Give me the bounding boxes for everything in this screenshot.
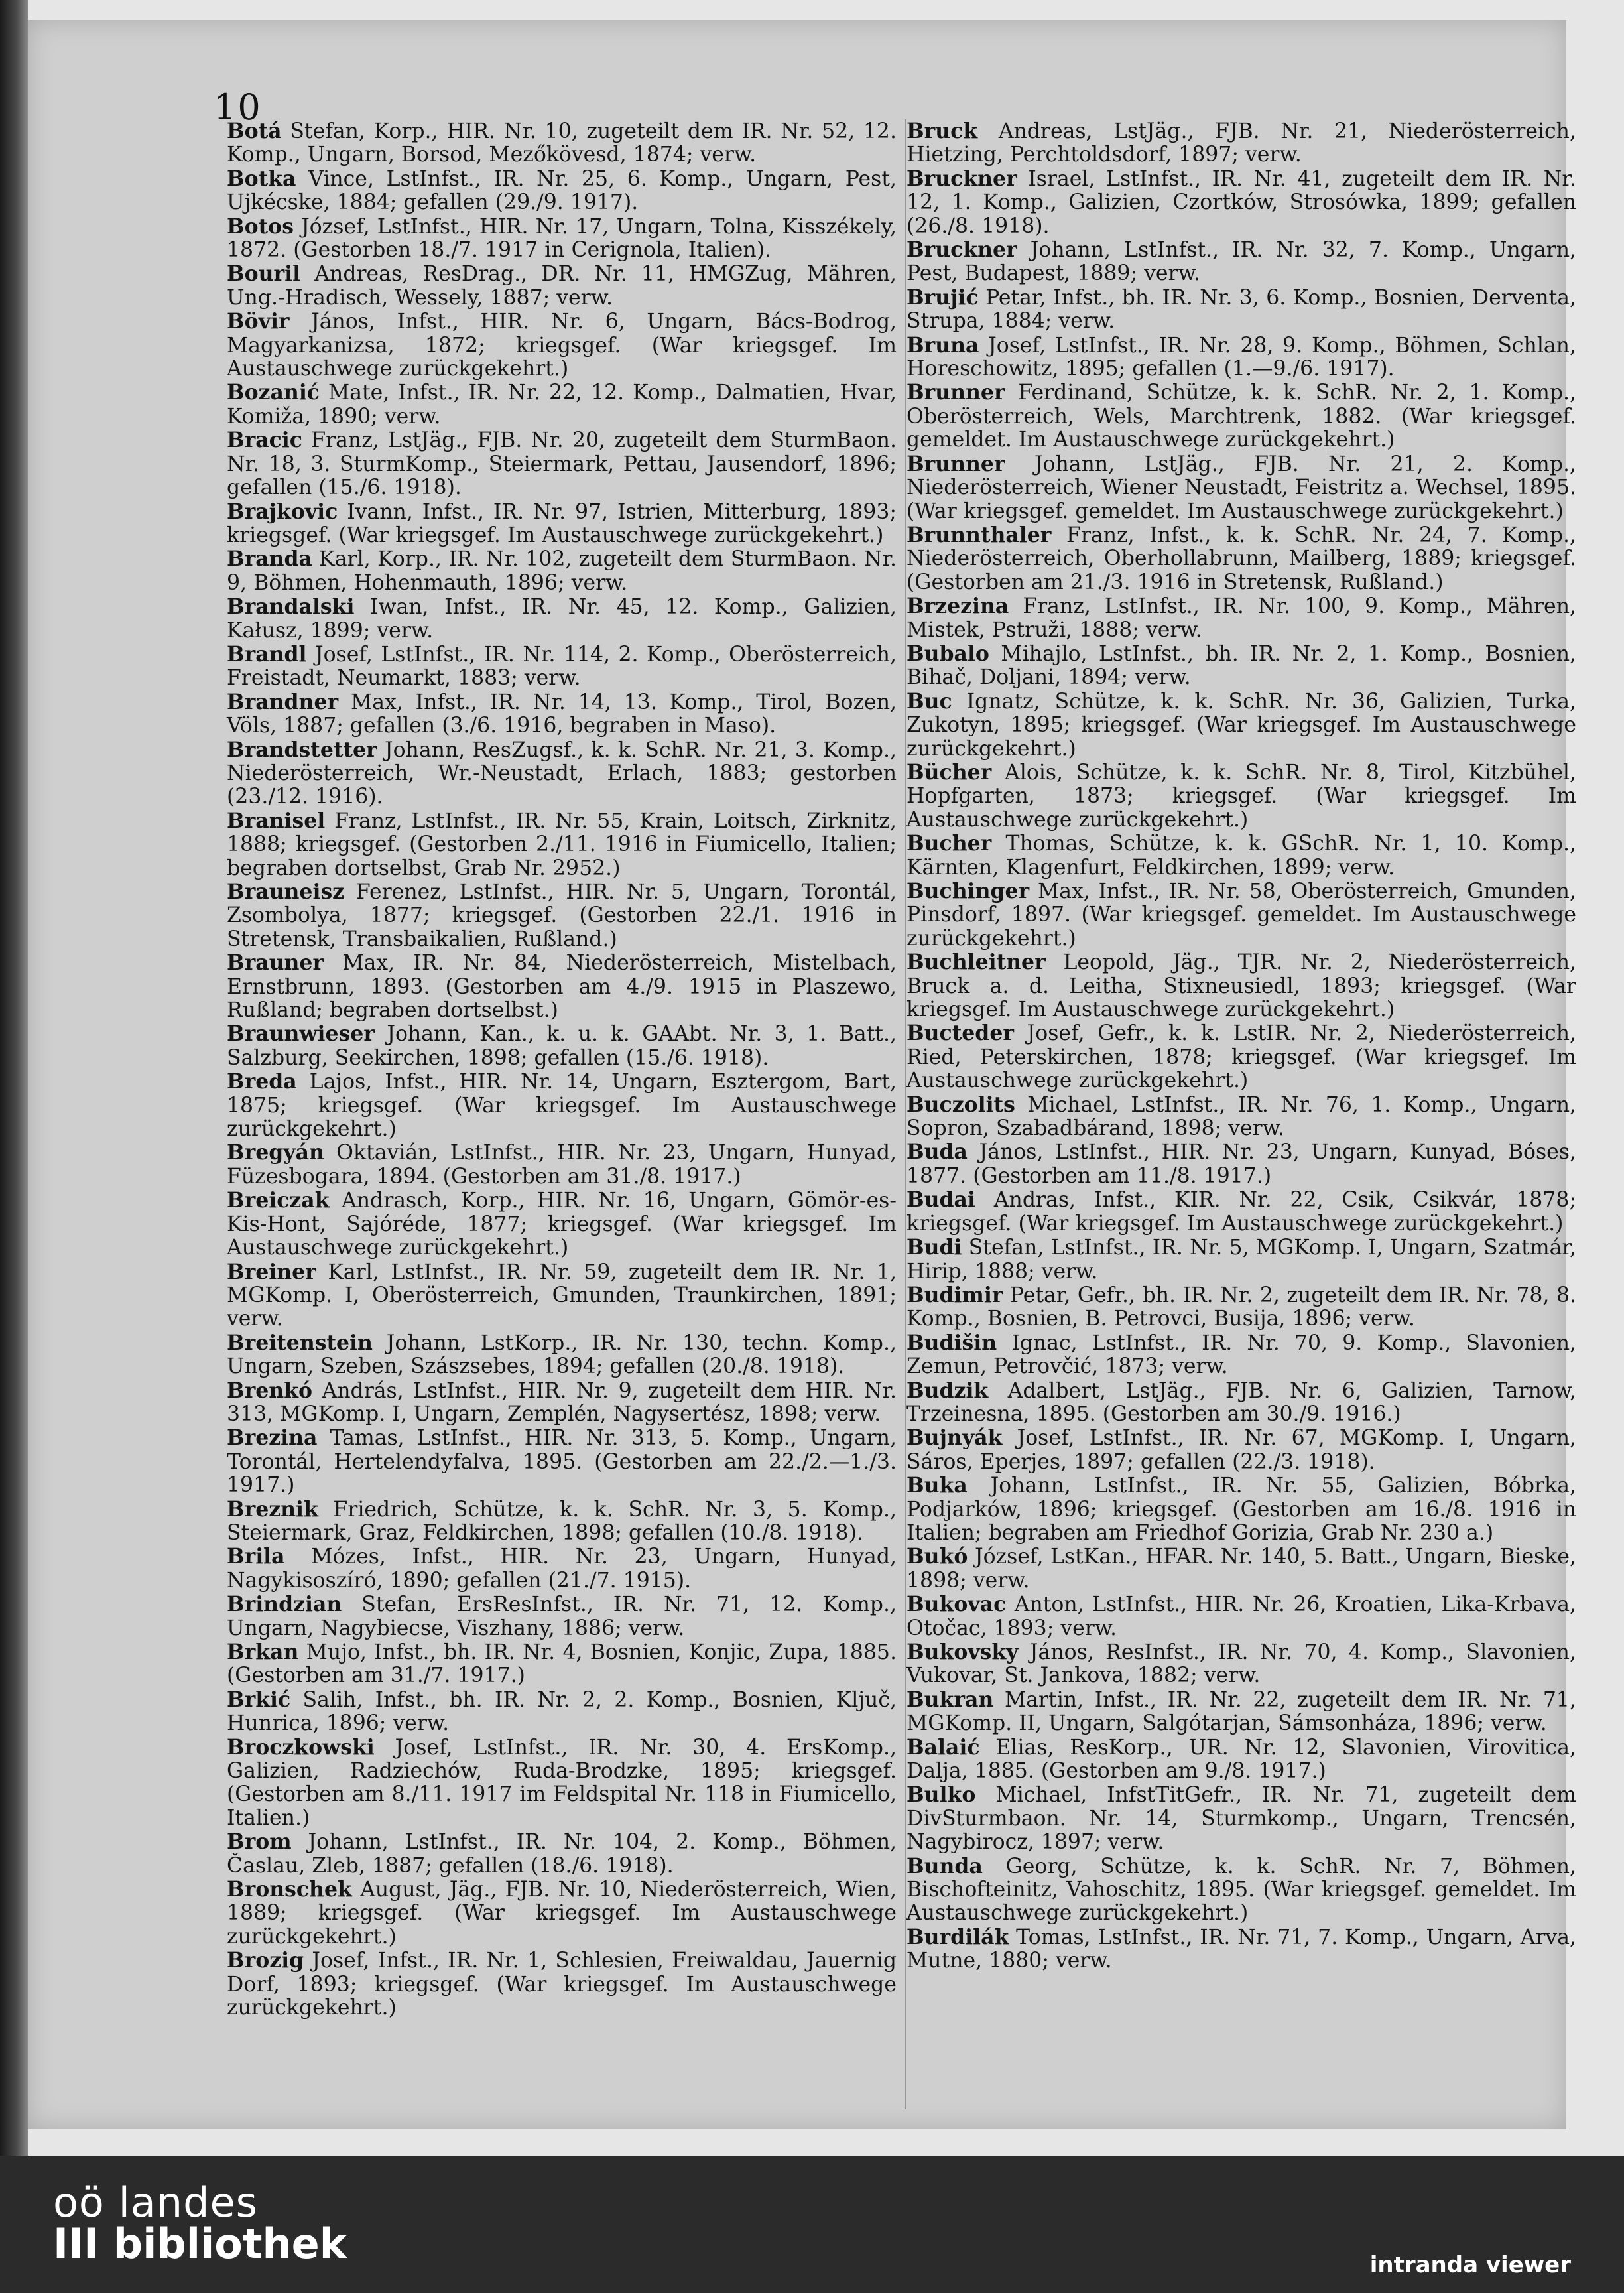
register-entry [906,594,1576,642]
entry-surname: Bronschek [227,1877,352,1902]
entry-surname: Bujnyák [906,1425,1003,1451]
register-entry [227,1022,897,1070]
register-entry [906,1140,1576,1188]
entry-details: Franz, LstInfst., IR. Nr. 55, Krain, Loitsch, Zirknitz, 1888; kriegsgef. (Gestorben 2./11. 1916 in Fiumicello, Italien; begraben dortselbst, Grab Nr. 2952.) [227,809,897,880]
register-entry [227,880,897,951]
register-entry [227,381,897,428]
register-entry [227,547,897,595]
register-entry [227,809,897,880]
entry-details: Ivann, Infst., IR. Nr. 97, Istrien, Mitterburg, 1893; kriegsgef. (War kriegsgef. Im Austauschwege zurückgekehrt.) [227,499,897,547]
entry-details: Georg, Schütze, k. k. SchR. Nr. 7, Böhmen, Bischofteinitz, Vahoschitz, 1895. (War kriegsgef. gemeldet. Im Austauschwege zurückgekehrt.) [906,1854,1576,1926]
entry-details: Mihajlo, LstInfst., bh. IR. Nr. 2, 1. Komp., Bosnien, Bihač, Doljani, 1894; verw. [906,641,1576,690]
entry-surname: Bucher [906,831,992,856]
entry-surname: Breitenstein [227,1330,373,1355]
entry-details: Anton, LstInfst., HIR. Nr. 26, Kroatien, Lika-Krbava, Otočac, 1893; verw. [906,1593,1576,1640]
register-entry [906,286,1576,334]
register-entry [906,950,1576,1021]
entry-surname: Bücher [906,759,992,785]
entry-surname: Brunner [906,380,1005,405]
register-entry [227,215,897,263]
register-entry [227,951,897,1022]
entry-details: Max, IR. Nr. 84, Niederösterreich, Mistelbach, Ernstbrunn, 1893. (Gestorben am 4./9. 1915 in Plaszewo, Rußland; begraben dortselbst.) [227,951,897,1023]
entry-details: Andrasch, Korp., HIR. Nr. 16, Ungarn, Gömör-es-Kis-Hont, Sajóréde, 1877; kriegsgef. (War kriegsgef. Im Austauschwege zurückgekehrt.) [227,1189,897,1260]
entry-details: Josef, LstInfst., IR. Nr. 28, 9. Komp., Böhmen, Schlan, Horeschowitz, 1895; gefallen (1.—9./6. 1917). [906,333,1576,381]
entry-surname: Bucteder [906,1021,1014,1046]
entry-surname: Brzezina [906,594,1009,619]
entry-details: Karl, LstInfst., IR. Nr. 59, zugeteilt dem IR. Nr. 1, MGKomp. I, Oberösterreich, Gmunden, Traunkirchen, 1891; verw. [227,1260,897,1331]
entry-details: Johann, LstInfst., IR. Nr. 55, Galizien, Bóbrka, Podjarków, 1896; kriegsgef. (Gestorben am 16./8. 1916 in Italien; begraben am Friedhof Gorizia, Grab Nr. 230 a.) [906,1474,1576,1545]
register-entry [906,167,1576,238]
viewer-label[interactable]: intranda viewer [1369,2252,1571,2278]
book-binding-edge [0,0,28,2156]
register-entry [906,1545,1576,1593]
register-entry [227,500,897,548]
entry-surname: Brozig [227,1948,304,1973]
entry-surname: Bruckner [906,166,1017,191]
entry-details: Leopold, Jäg., TJR. Nr. 2, Niederösterreich, Bruck a. d. Leitha, Stixneusiedl, 1893; kriegsgef. (War kriegsgef. Im Austauschwege zurückgekehrt.) [906,950,1576,1022]
register-entry [906,642,1576,690]
register-entry [906,1331,1576,1379]
left-column [227,119,897,2020]
entry-surname: Brkan [227,1640,299,1664]
register-entry [906,1783,1576,1854]
register-entry [227,690,897,738]
register-entry [227,1688,897,1736]
entry-surname: Brindzian [227,1592,342,1617]
entry-surname: Buka [906,1473,968,1498]
entry-surname: Brila [227,1544,285,1569]
entry-surname: Branda [227,547,312,572]
entry-details: János, ResInfst., IR. Nr. 70, 4. Komp., Slavonien, Vukovar, St. Jankova, 1882; verw. [906,1640,1576,1688]
entry-surname: Balaić [906,1735,980,1760]
entry-details: Josef, Gefr., k. k. LstIR. Nr. 2, Niederösterreich, Ried, Peterskirchen, 1878; kriegsgef. (War kriegsgef. Im Austauschwege zurückgekehrt.) [906,1021,1576,1093]
register-entry [227,1331,897,1379]
entry-details: Tamas, LstInfst., HIR. Nr. 313, 5. Komp., Ungarn, Torontál, Hertelendyfalva, 1895. (Gestorben am 22./2.—1./3. 1917.) [227,1426,897,1498]
entry-surname: Bukovac [906,1592,1007,1617]
entry-surname: Brauneisz [227,880,345,904]
register-entry [227,119,897,167]
entry-surname: Brom [227,1829,292,1855]
entry-details: Mujo, Infst., bh. IR. Nr. 4, Bosnien, Konjic, Zupa, 1885. (Gestorben am 31./7. 1917.) [227,1640,897,1688]
register-entry [906,690,1576,761]
entry-surname: Brandner [227,689,339,714]
entry-surname: Bunda [906,1853,983,1878]
register-entry [906,238,1576,286]
entry-surname: Bubalo [906,641,989,666]
entry-details: Andreas, ResDrag., DR. Nr. 11, HMGZug, Mähren, Ung.-Hradisch, Wessely, 1887; verw. [227,262,897,310]
register-entry [906,1855,1576,1926]
register-entry [906,1593,1576,1640]
entry-details: Josef, LstInfst., IR. Nr. 114, 2. Komp., Oberösterreich, Freistadt, Neumarkt, 1883; verw. [227,642,897,690]
entry-details: Vince, LstInfst., IR. Nr. 25, 6. Komp., Ungarn, Pest, Ujkécske, 1884; gefallen (29./9. 1917). [227,166,897,215]
entry-details: Martin, Infst., IR. Nr. 22, zugeteilt dem IR. Nr. 71, MGKomp. II, Ungarn, Salgótarjan, Sámsonháza, 1896; verw. [906,1687,1576,1736]
entry-details: Johann, LstInfst., IR. Nr. 32, 7. Komp., Ungarn, Pest, Budapest, 1889; verw. [906,238,1576,286]
entry-surname: Branisel [227,808,326,833]
entry-details: Alois, Schütze, k. k. SchR. Nr. 8, Tirol, Kitzbühel, Hopfgarten, 1873; kriegsgef. (War kriegsgef. Im Austauschwege zurückgekehrt.) [906,760,1576,832]
entry-details: Petar, Gefr., bh. IR. Nr. 2, zugeteilt dem IR. Nr. 78, 8. Komp., Bosnien, B. Petrovci, Busija, 1896; verw. [906,1283,1576,1331]
entry-details: Max, Infst., IR. Nr. 14, 13. Komp., Tirol, Bozen, Völs, 1887; gefallen (3./6. 1916, begraben in Maso). [227,690,897,738]
entry-surname: Brandstetter [227,737,377,762]
entry-surname: Breznik [227,1496,318,1522]
register-entry [227,262,897,310]
entry-surname: Bruckner [906,237,1017,263]
entry-surname: Bozanić [227,380,320,405]
entry-details: Lajos, Infst., HIR. Nr. 14, Ungarn, Esztergom, Bart, 1875; kriegsgef. (War kriegsgef. Im Austauschwege zurückgekehrt.) [227,1070,897,1142]
entry-details: Thomas, Schütze, k. k. GSchR. Nr. 1, 10. Komp., Kärnten, Klagenfurt, Feldkirchen, 1899; verw. [906,832,1576,880]
entry-details: August, Jäg., FJB. Nr. 10, Niederösterreich, Wien, 1889; kriegsgef. (War kriegsgef. Im Austauschwege zurückgekehrt.) [227,1878,897,1949]
register-entry [906,1188,1576,1236]
entry-details: Ferenez, LstInfst., HIR. Nr. 5, Ungarn, Torontál, Zsombolya, 1877; kriegsgef. (Gestorben 22./1. 1916 in Stretensk, Transbaikalien, Rußland.) [227,880,897,951]
entry-surname: Breiczak [227,1188,330,1213]
register-entry [227,1141,897,1189]
entry-surname: Brkić [227,1687,291,1712]
entry-surname: Brunner [906,451,1005,476]
register-entry [906,523,1576,594]
entry-surname: Bruna [906,332,979,358]
entry-details: Josef, LstInfst., IR. Nr. 67, MGKomp. I, Ungarn, Sáros, Eperjes, 1897; gefallen (22./3. 1918). [906,1426,1576,1474]
register-entry [227,167,897,215]
entry-details: Michael, InfstTitGefr., IR. Nr. 71, zugeteilt dem DivSturmbaon. Nr. 14, Sturmkomp., Ungarn, Trencsén, Nagybirocz, 1897; verw. [906,1783,1576,1855]
entry-surname: Brenkó [227,1378,312,1403]
entry-surname: Bracic [227,428,302,453]
entry-surname: Budišin [906,1330,997,1355]
entry-details: János, Infst., HIR. Nr. 6, Ungarn, Bács-Bodrog, Magyarkanizsa, 1872; kriegsgef. (War kriegsgef. Im Austauschwege zurückgekehrt.) [227,310,897,381]
entry-surname: Brandalski [227,594,355,620]
entry-details: Israel, LstInfst., IR. Nr. 41, zugeteilt dem IR. Nr. 12, 1. Komp., Galizien, Czortków, Strosówka, 1899; gefallen (26./8. 1918). [906,166,1576,238]
entry-details: Josef, Infst., IR. Nr. 1, Schlesien, Freiwaldau, Jauernig Dorf, 1893; kriegsgef. (War kriegsgef. Im Austauschwege zurückgekehrt.) [227,1949,897,2020]
register-entry [906,832,1576,880]
entry-details: Ignac, LstInfst., IR. Nr. 70, 9. Komp., Slavonien, Zemun, Petrovčić, 1873; verw. [906,1331,1576,1379]
entry-details: Andreas, LstJäg., FJB. Nr. 21, Niederösterreich, Hietzing, Perchtoldsdorf, 1897; verw. [906,119,1576,167]
register-entry [906,1236,1576,1283]
entry-details: András, LstInfst., HIR. Nr. 9, zugeteilt dem HIR. Nr. 313, MGKomp. I, Ungarn, Zemplén, Nagysertész, 1898; verw. [227,1378,897,1426]
entry-details: Michael, LstInfst., IR. Nr. 76, 1. Komp., Ungarn, Sopron, Szabadbárand, 1898; verw. [906,1092,1576,1141]
register-entry [906,1426,1576,1474]
register-entry [906,761,1576,832]
entry-details: Mózes, Infst., HIR. Nr. 23, Ungarn, Hunyad, Nagykisoszíró, 1890; gefallen (21./7. 1915). [227,1545,897,1593]
entry-details: Johann, LstInfst., IR. Nr. 104, 2. Komp., Böhmen, Časlau, Zleb, 1887; gefallen (18./6. 1918). [227,1830,897,1878]
entry-surname: Budai [906,1187,975,1212]
entry-details: Stefan, LstInfst., IR. Nr. 5, MGKomp. I, Ungarn, Szatmár, Hirip, 1888; verw. [906,1236,1576,1283]
entry-details: Johann, LstKorp., IR. Nr. 130, techn. Komp., Ungarn, Szeben, Szászsebes, 1894; gefallen (20./8. 1918). [227,1331,897,1379]
register-entry [227,1640,897,1688]
register-entry [906,1093,1576,1141]
entry-surname: Bukovsky [906,1640,1019,1664]
entry-surname: Budzik [906,1378,989,1403]
library-logo[interactable] [53,2178,347,2268]
entry-surname: Bukran [906,1687,994,1712]
right-column [906,119,1576,1973]
entry-surname: Brandl [227,641,307,667]
entry-surname: Bövir [227,309,290,334]
entry-details: Stefan, ErsResInfst., IR. Nr. 71, 12. Komp., Ungarn, Nagybiecse, Viszhany, 1886; verw. [227,1593,897,1640]
page-sheet [28,20,1576,2129]
entry-surname: Brezina [227,1425,318,1451]
entry-details: János, LstInfst., HIR. Nr. 23, Ungarn, Kunyad, Bóses, 1877. (Gestorben am 11./8. 1917.) [906,1140,1576,1188]
entry-details: Johann, ResZugsf., k. k. SchR. Nr. 21, 3. Komp., Niederösterreich, Wr.-Neustadt, Erlach, 1883; gestorben (23./12. 1916). [227,738,897,809]
entry-details: Ignatz, Schütze, k. k. SchR. Nr. 36, Galizien, Turka, Zukotyn, 1895; kriegsgef. (War kriegsgef. Im Austauschwege zurückgekehrt.) [906,689,1576,761]
entry-surname: Buda [906,1140,968,1165]
entry-surname: Budimir [906,1282,1003,1307]
entry-details: József, LstInfst., HIR. Nr. 17, Ungarn, Tolna, Kisszékely, 1872. (Gestorben 18./7. 1917 in Cerignola, Italien). [227,214,897,263]
logo-line-1: oö landes [53,2178,258,2227]
entry-surname: Buchleitner [906,950,1046,975]
register-entry [906,334,1576,381]
register-entry [906,1474,1576,1545]
entry-surname: Broczkowski [227,1735,375,1760]
register-entry [227,428,897,499]
register-entry [227,310,897,381]
entry-surname: Bulko [906,1782,976,1807]
page-number: 10 [214,86,262,128]
entry-surname: Breiner [227,1259,316,1284]
entry-surname: Bregyán [227,1140,324,1165]
register-entry [227,1736,897,1831]
entry-surname: Buc [906,688,952,714]
entry-surname: Braunwieser [227,1021,375,1047]
entry-details: Johann, Kan., k. u. k. GAAbt. Nr. 3, 1. Batt., Salzburg, Seekirchen, 1898; gefallen (15./6. 1918). [227,1022,897,1070]
register-entry [906,1021,1576,1092]
entry-surname: Burdilák [906,1924,1009,1949]
register-entry [227,1593,897,1640]
entry-details: Franz, Infst., k. k. SchR. Nr. 24, 7. Komp., Niederösterreich, Oberhollabrunn, Mailberg, 1889; kriegsgef. (Gestorben am 21./3. 1916 in Stretensk, Rußland.) [906,523,1576,594]
register-entry [906,381,1576,452]
register-entry [906,880,1576,950]
register-entry [227,1545,897,1593]
register-entry [227,1070,897,1141]
entry-surname: Bruck [906,119,978,143]
register-entry [906,1283,1576,1331]
register-entry [906,1640,1576,1688]
entry-surname: Buchinger [906,879,1030,903]
entry-details: József, LstKan., HFAR. Nr. 140, 5. Batt., Ungarn, Bieske, 1898; verw. [906,1545,1576,1593]
entry-details: Adalbert, LstJäg., FJB. Nr. 6, Galizien, Tarnow, Trzeinesna, 1895. (Gestorben am 30./9. 1916.) [906,1378,1576,1426]
register-entry [227,595,897,643]
register-entry [906,1926,1576,1973]
register-entry [227,1498,897,1545]
entry-details: Max, Infst., IR. Nr. 58, Oberösterreich, Gmunden, Pinsdorf, 1897. (War kriegsgef. gemeldet. Im Austauschwege zurückgekehrt.) [906,880,1576,950]
entry-details: Josef, LstInfst., IR. Nr. 30, 4. ErsKomp., Galizien, Radziechów, Ruda-Brodzke, 1895; kriegsgef. (Gestorben am 8./11. 1917 im Feldspital Nr. 118 in Fiumicello, Italien.) [227,1735,897,1830]
entry-surname: Brajkovic [227,499,338,524]
entry-details: Friedrich, Schütze, k. k. SchR. Nr. 3, 5. Komp., Steiermark, Graz, Feldkirchen, 1898; gefallen (10./8. 1918). [227,1497,897,1545]
register-entry [906,452,1576,523]
entry-surname: Brauner [227,950,324,976]
entry-details: Johann, LstJäg., FJB. Nr. 21, 2. Komp., Niederösterreich, Wiener Neustadt, Feistritz a. Wechsel, 1895. (War kriegsgef. gemeldet. Im Austauschwege zurückgekehrt.) [906,452,1576,523]
entry-surname: Botos [227,214,294,239]
register-entry [906,1736,1576,1784]
entry-details: Petar, Infst., bh. IR. Nr. 3, 6. Komp., Bosnien, Derventa, Strupa, 1884; verw. [906,285,1576,334]
register-entry [227,1426,897,1497]
entry-details: Tomas, LstInfst., IR. Nr. 71, 7. Komp., Ungarn, Arva, Mutne, 1880; verw. [906,1925,1576,1973]
entry-surname: Budi [906,1235,962,1260]
register-entry [227,1379,897,1427]
entry-details: Andras, Infst., KIR. Nr. 22, Csik, Csikvár, 1878; kriegsgef. (War kriegsgef. Im Austauschwege zurückgekehrt.) [906,1188,1576,1236]
entry-details: Karl, Korp., IR. Nr. 102, zugeteilt dem SturmBaon. Nr. 9, Böhmen, Hohenmauth, 1896; verw. [227,547,897,595]
entry-surname: Brunnthaler [906,522,1052,547]
entry-details: Franz, LstInfst., IR. Nr. 100, 9. Komp., Mähren, Mistek, Pstruži, 1888; verw. [906,594,1576,642]
entry-surname: Botá [227,119,282,143]
entry-surname: Bouril [227,261,301,287]
entry-details: Salih, Infst., bh. IR. Nr. 2, 2. Komp., Bosnien, Ključ, Hunrica, 1896; verw. [227,1687,897,1736]
register-entry [227,1949,897,2020]
entry-details: Elias, ResKorp., UR. Nr. 12, Slavonien, Virovitica, Dalja, 1885. (Gestorben am 9./8. 1917.) [906,1735,1576,1784]
entry-details: Ferdinand, Schütze, k. k. SchR. Nr. 2, 1. Komp., Oberösterreich, Wels, Marchtrenk, 1882. (War kriegsgef. gemeldet. Im Austauschwege zurückgekehrt.) [906,381,1576,452]
entry-surname: Breda [227,1069,297,1094]
register-entry [227,738,897,809]
entry-surname: Buczolits [906,1092,1015,1117]
register-entry [906,119,1576,167]
register-entry [227,643,897,690]
entry-details: Franz, LstJäg., FJB. Nr. 20, zugeteilt dem SturmBaon. Nr. 18, 3. SturmKomp., Steiermark, Pettau, Jausendorf, 1896; gefallen (15./6. 1918). [227,428,897,500]
register-entry [906,1688,1576,1736]
entry-surname: Brujić [906,285,979,310]
entry-details: Oktavián, LstInfst., HIR. Nr. 23, Ungarn, Hunyad, Füzesbogara, 1894. (Gestorben am 31./8. 1917.) [227,1141,897,1189]
logo-line-2: III bibliothek [53,2219,347,2268]
entry-surname: Bukó [906,1544,968,1569]
entry-details: Mate, Infst., IR. Nr. 22, 12. Komp., Dalmatien, Hvar, Komiža, 1890; verw. [227,381,897,428]
register-entry [906,1379,1576,1427]
register-entry [227,1878,897,1949]
entry-surname: Botka [227,166,296,191]
entry-details: Iwan, Infst., IR. Nr. 45, 12. Komp., Galizien, Kałusz, 1899; verw. [227,595,897,643]
entry-details: Stefan, Korp., HIR. Nr. 10, zugeteilt dem IR. Nr. 52, 12. Komp., Ungarn, Borsod, Mezőkövesd, 1874; verw. [227,119,897,167]
register-entry [227,1189,897,1260]
register-entry [227,1830,897,1878]
register-entry [227,1260,897,1331]
